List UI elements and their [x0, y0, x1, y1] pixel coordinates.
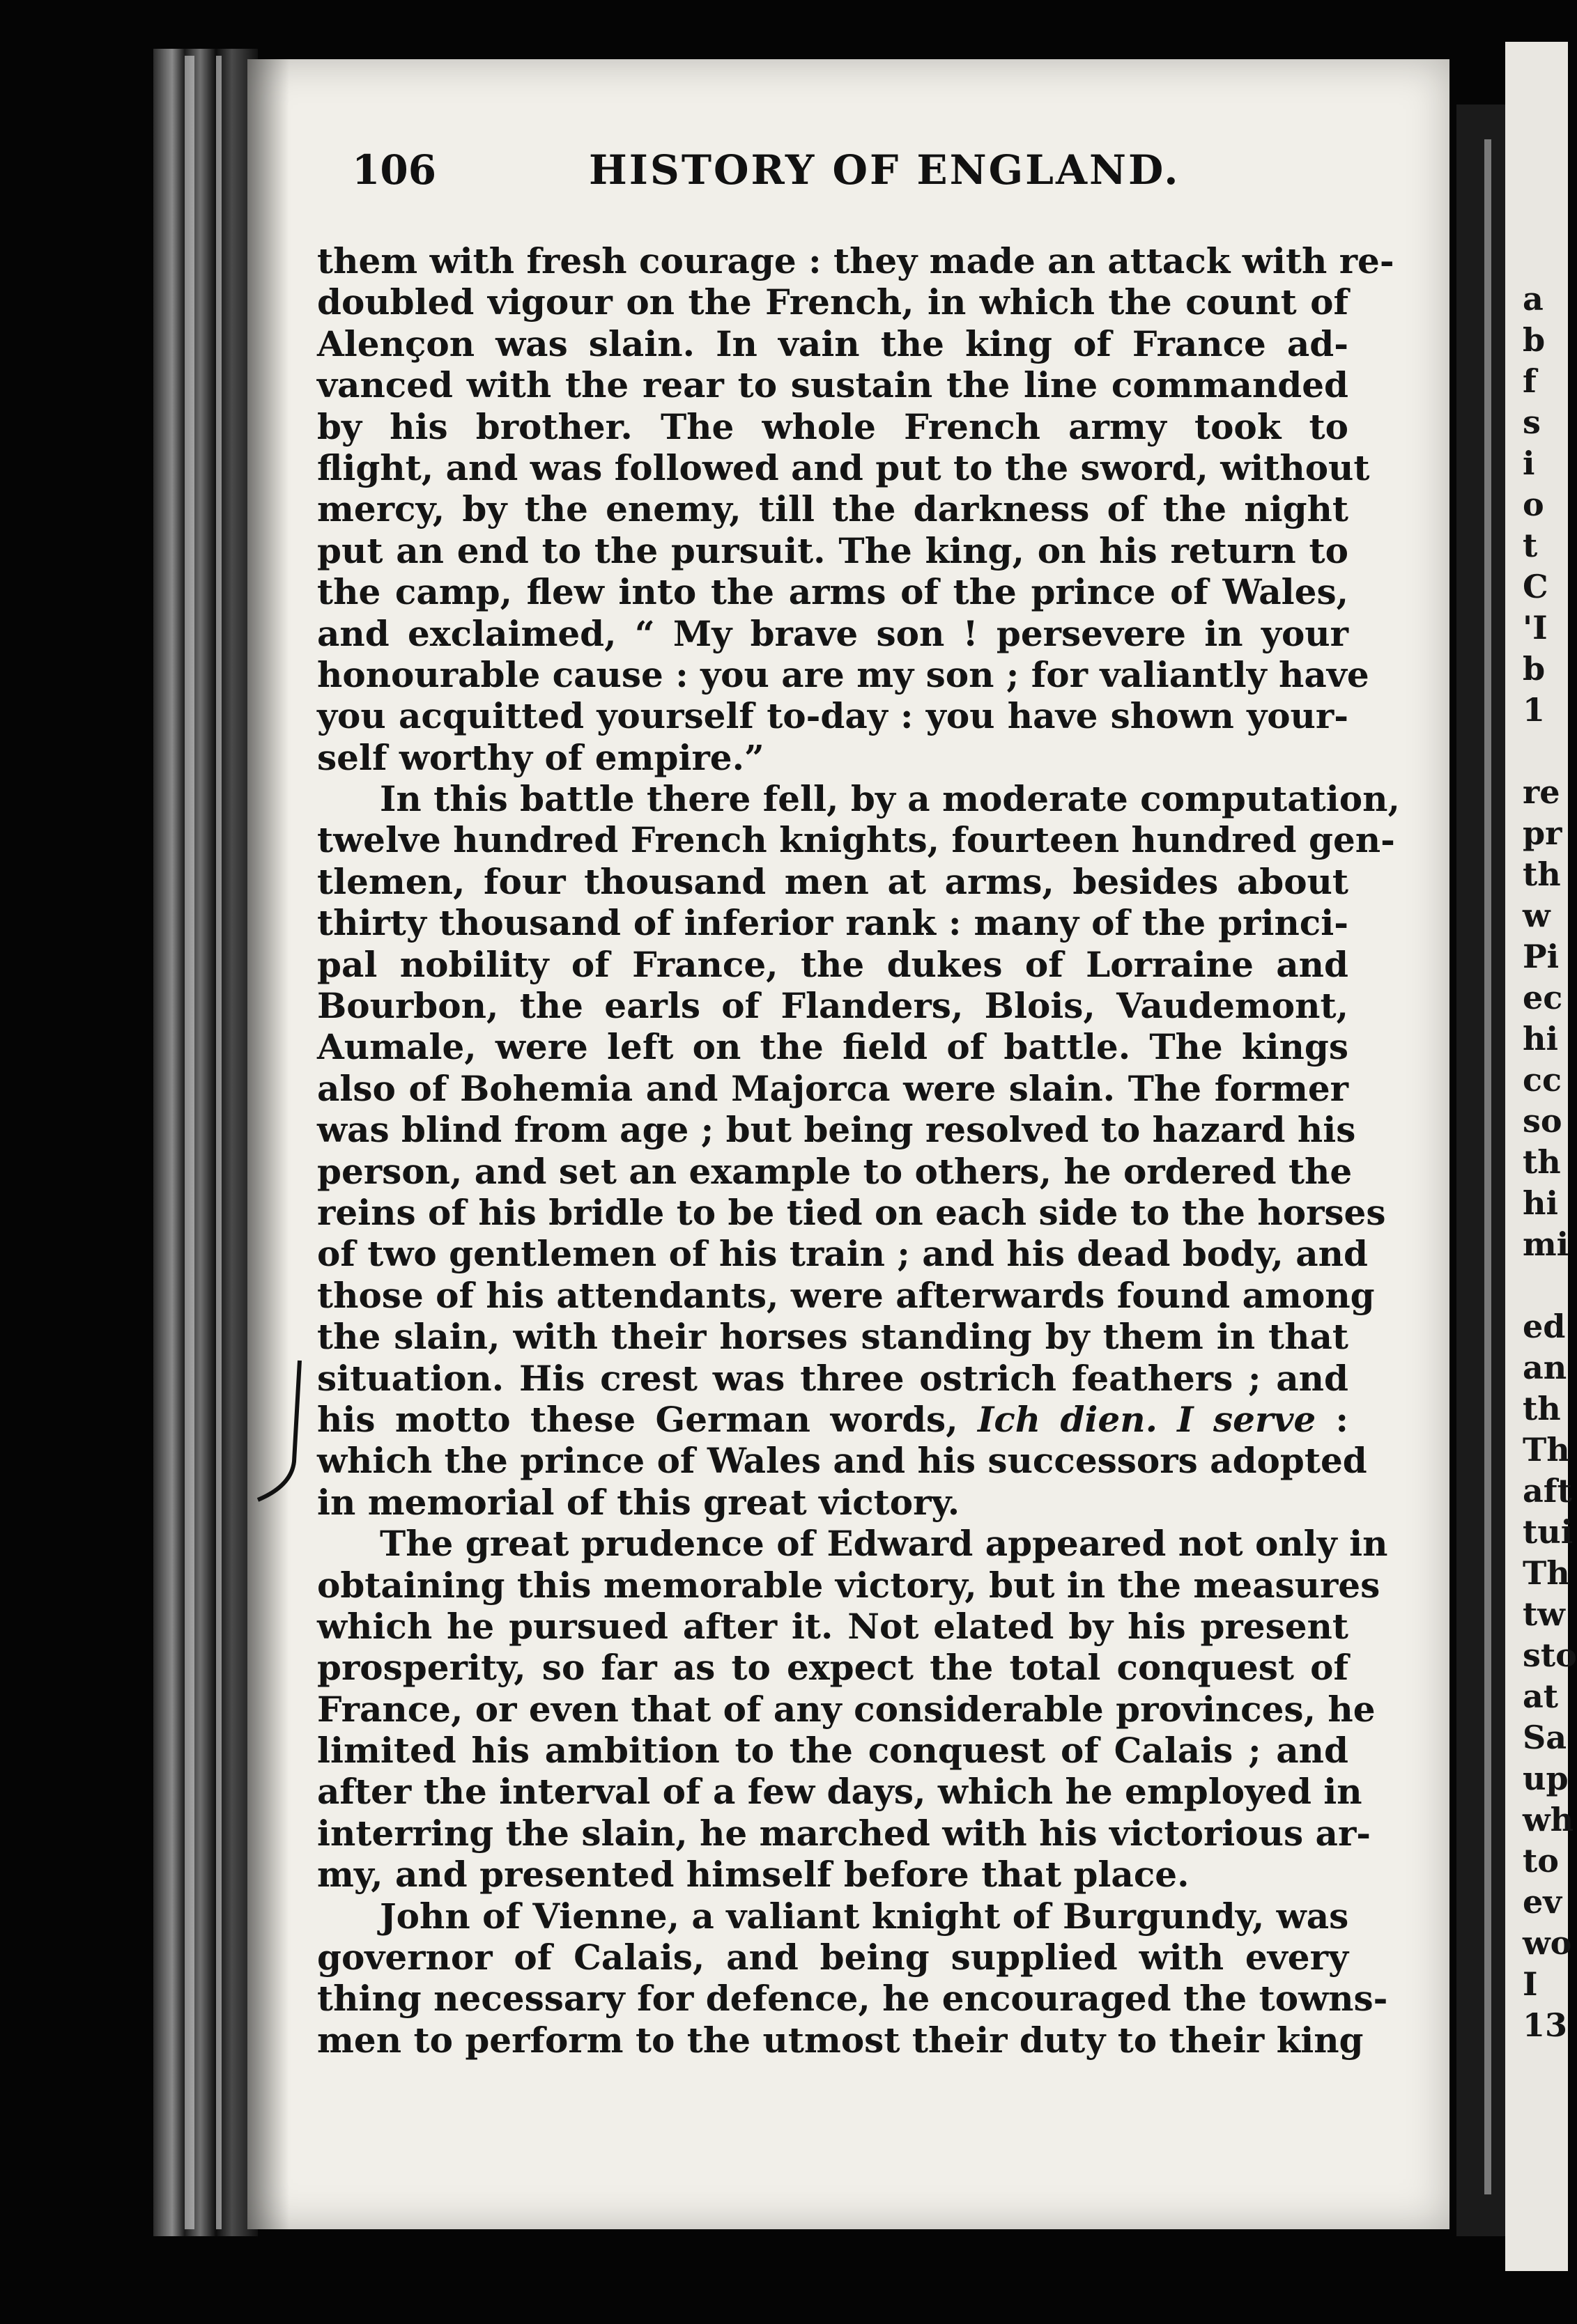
next-page-fragment: so [1523, 1102, 1562, 1140]
next-page-fragment: b [1523, 321, 1546, 359]
text-line: interring the slain, he marched with his victorious ar- [317, 1812, 1371, 1854]
page-header [352, 146, 1425, 202]
text-line: Aumale, were left on the field of battle. The kings [317, 1026, 1348, 1068]
next-page-fragment: at [1523, 1678, 1559, 1715]
text-line: by his brother. The whole French army took to [317, 405, 1348, 447]
next-page-fragment: Th [1523, 1554, 1570, 1592]
text-line: prosperity, so far as to expect the total conquest of [317, 1647, 1348, 1689]
next-page-fragment: I [1523, 1965, 1538, 2003]
next-page-fragment: 1 [1523, 691, 1546, 729]
text-line: self worthy of empire.” [317, 736, 764, 778]
next-page-fragment: tw [1523, 1595, 1565, 1633]
binding-edge-line [216, 56, 222, 2229]
text-line: was blind from age ; but being resolved to hazard his [317, 1109, 1356, 1151]
text-line: you acquitted yourself to-day : you have shown your- [317, 695, 1348, 737]
next-page-fragment: up [1523, 1760, 1569, 1797]
text-line: Bourbon, the earls of Flanders, Blois, Vaudemont, [317, 985, 1348, 1027]
text-line: after the interval of a few days, which he employed in [317, 1771, 1362, 1813]
text-line: also of Bohemia and Majorca were slain. The former [317, 1067, 1348, 1109]
next-page-fragment: 'I [1523, 609, 1548, 646]
body-text [317, 240, 1400, 2061]
text-line: The great prudence of Edward appeared not only in [380, 1523, 1388, 1565]
next-page-fragment: pr [1523, 814, 1562, 852]
next-page-fragment: sto [1523, 1636, 1577, 1674]
next-page-fragment: mi [1523, 1225, 1569, 1263]
text-line: person, and set an example to others, he ordered the [317, 1150, 1353, 1192]
next-page-fragment: cc [1523, 1061, 1562, 1099]
next-page-fragment: hi [1523, 1184, 1558, 1222]
next-page-fragment: to [1523, 1842, 1559, 1880]
text-line: the slain, with their horses standing by them in that [317, 1316, 1348, 1358]
text-line: thing necessary for defence, he encouraged the towns- [317, 1978, 1388, 2020]
text-line: obtaining this memorable victory, but in the measures [317, 1564, 1380, 1606]
text-line: his motto these German words, Ich dien. I serve : [317, 1398, 1348, 1440]
next-page-fragment: Pi [1523, 938, 1560, 975]
text-line: reins of his bridle to be tied on each side to the horses [317, 1191, 1386, 1233]
text-line: pal nobility of France, the dukes of Lorraine and [317, 943, 1348, 985]
text-line: those of his attendants, were afterwards found among [317, 1274, 1375, 1316]
page-number: 106 [352, 146, 437, 194]
text-line: the camp, flew into the arms of the prince of Wales, [317, 571, 1348, 613]
next-page-fragment: aft [1523, 1472, 1572, 1510]
next-page-fragment: th [1523, 1390, 1561, 1427]
margin-bracket-mark [251, 1357, 314, 1510]
binding-edge-line [185, 56, 194, 2229]
text-line: them with fresh courage : they made an attack with re- [317, 240, 1394, 281]
text-line: In this battle there fell, by a moderate computation, [380, 778, 1400, 820]
next-page-fragment: 13 [1523, 2006, 1568, 2044]
text-line: mercy, by the enemy, till the darkness of the night [317, 488, 1348, 530]
text-line: my, and presented himself before that place. [317, 1854, 1190, 1896]
text-line: put an end to the pursuit. The king, on his return to [317, 529, 1348, 571]
text-line: vanced with the rear to sustain the line commanded [317, 364, 1348, 406]
next-page-fragment: s [1523, 403, 1541, 441]
text-line: situation. His crest was three ostrich feathers ; and [317, 1357, 1348, 1399]
next-page-fragment: f [1523, 362, 1537, 400]
next-page-fragment: w [1523, 897, 1551, 934]
next-page-fragment: t [1523, 527, 1538, 564]
next-page-fragment: an [1523, 1349, 1567, 1386]
gutter-shadow [247, 59, 289, 2229]
next-page-fragment: i [1523, 444, 1535, 482]
next-page-fragment: Sa [1523, 1719, 1567, 1756]
next-page-fragment: tui [1523, 1513, 1574, 1551]
next-page-fragment: hi [1523, 1020, 1558, 1058]
motto-italic: Ich dien. I serve [977, 1398, 1316, 1440]
next-page-fragment: re [1523, 773, 1560, 811]
text-line: honourable cause : you are my son ; for valiantly have [317, 653, 1369, 695]
text-line: doubled vigour on the French, in which the count of [317, 281, 1348, 323]
next-page-edge-line [1484, 139, 1491, 2194]
next-page-fragment: b [1523, 650, 1546, 688]
next-page-fragment: th [1523, 1143, 1561, 1181]
next-page-fragment: ed [1523, 1308, 1566, 1345]
book-binding [153, 49, 258, 2236]
text-line: tlemen, four thousand men at arms, besides about [317, 860, 1348, 902]
text-line: thirty thousand of inferior rank : many of the princi- [317, 902, 1348, 944]
text-line: which he pursued after it. Not elated by his present [317, 1605, 1348, 1647]
text-line: of two gentlemen of his train ; and his dead body, and [317, 1233, 1368, 1275]
text-line: which the prince of Wales and his successors adopted [317, 1440, 1367, 1482]
next-page-fragment: wh [1523, 1801, 1574, 1838]
next-page-fragment: wo [1523, 1924, 1572, 1962]
text-line: Alençon was slain. In vain the king of France ad- [317, 323, 1348, 364]
text-line: and exclaimed, “ My brave son ! persevere in your [317, 612, 1348, 654]
text-line: John of Vienne, a valiant knight of Burgundy, was [380, 1895, 1349, 1937]
next-page-fragment: ec [1523, 979, 1563, 1016]
text-line: men to perform to the utmost their duty to their king [317, 2019, 1364, 2061]
next-page-fragment: ev [1523, 1883, 1562, 1921]
text-line: twelve hundred French knights, fourteen hundred gen- [317, 819, 1395, 861]
next-page-fragment: C [1523, 568, 1548, 605]
text-line: in memorial of this great victory. [317, 1481, 960, 1523]
text-line: governor of Calais, and being supplied with every [317, 1937, 1348, 1978]
next-page-fragment: th [1523, 855, 1561, 893]
text-line: limited his ambition to the conquest of Calais ; and [317, 1730, 1348, 1772]
next-page-fragment: a [1523, 280, 1544, 318]
text-line: France, or even that of any considerable provinces, he [317, 1688, 1376, 1730]
next-page-fragment: Th [1523, 1431, 1570, 1469]
next-page-fragment: o [1523, 486, 1544, 523]
running-title: HISTORY OF ENGLAND. [589, 146, 1180, 194]
next-page-edge [1456, 104, 1505, 2236]
text-line: flight, and was followed and put to the sword, without [317, 447, 1370, 488]
